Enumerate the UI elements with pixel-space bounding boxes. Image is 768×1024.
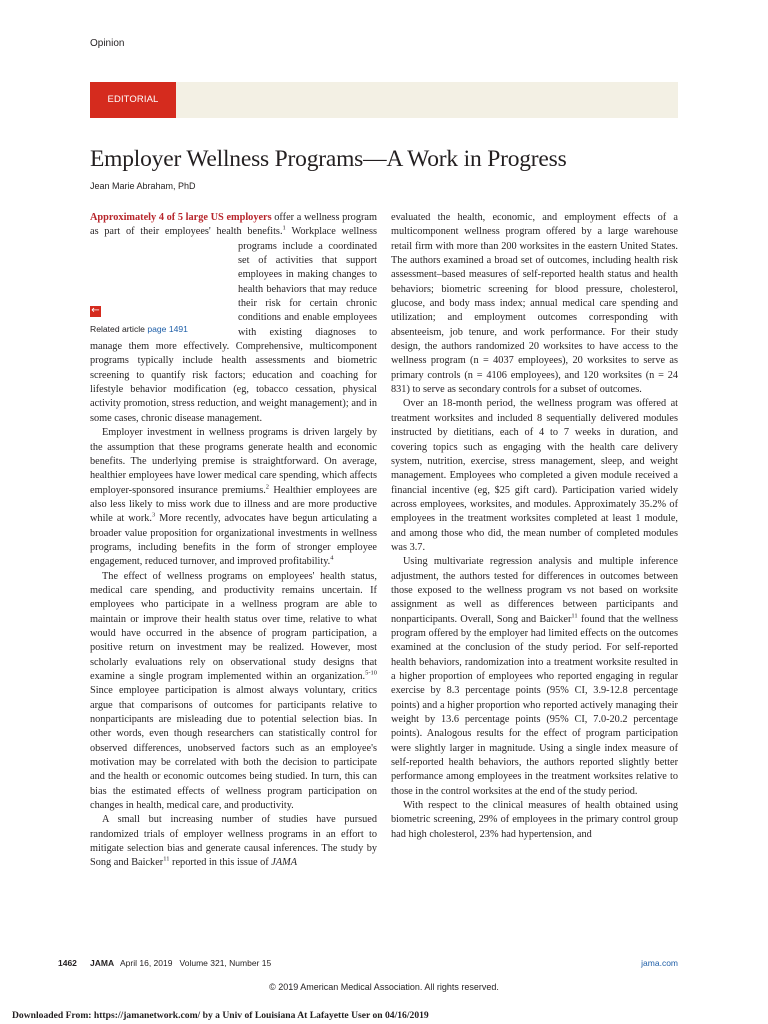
paragraph: [391, 555, 678, 799]
paragraph: [90, 426, 377, 569]
arrow-left-icon[interactable]: ←: [91, 304, 100, 316]
copyright-notice: © 2019 American Medical Association. All rights reserved.: [269, 982, 499, 992]
article-author: Jean Marie Abraham, PhD: [90, 181, 196, 191]
editorial-tag: EDITORIAL: [90, 82, 176, 118]
lead-text: Approximately 4 of 5 large US employers: [90, 212, 272, 223]
paragraph: [90, 211, 377, 426]
related-article-box: [90, 240, 238, 338]
related-label: Related article: [90, 323, 145, 334]
editorial-banner: [90, 82, 678, 118]
text-span: Employer investment in wellness programs is driven largely by the assumption that these programs generate health and economic benefits. The underlying premise is straightforward. On average, healthier employees have lower medical care spending, which affects employer-sponsored insurance premiums.: [90, 427, 377, 496]
related-article-link[interactable]: page 1491: [147, 323, 188, 334]
journal-name: JAMA: [90, 958, 115, 968]
reference-marker[interactable]: 4: [330, 554, 334, 562]
paragraph: With respect to the clinical measures of health obtained using biometric screening, 29% of employees in the primary control group had high cholesterol, 23% had hypertension, and: [391, 800, 678, 840]
text-span: The effect of wellness programs on employees' health status, medical care spending, and productivity remains uncertain. If employees who participate in a wellness program are able to maintain or improve their health status over time, relative to what would have occurred in the absence of program participation, a positive return on investment may be realized. However, most scholarly evaluations rely on observational study designs that examine a single program implemented within an organization.: [90, 570, 377, 682]
paragraph: evaluated the health, economic, and employment effects of a multicomponent wellness program offered by a large warehouse retail firm with more than 200 worksites in the eastern United States. The authors examined a broad set of outcomes, including health risk assessment–based measures of self-reported health status and health behaviors; biometric screening for blood pressure, cholesterol, glucose, and body mass index; annual medical care spending and utilization; and employment outcomes corresponding with absenteeism, job tenure, and work performance. For their study design, the authors randomized 20 worksites to have access to the wellness program (n = 4037 employees), 20 worksites to serve as primary controls (n = 4106 employees), and 120 worksites (n = 24 831) to serve as secondary controls for a subset of outcomes.: [391, 212, 678, 396]
journal-website-link[interactable]: jama.com: [641, 958, 678, 968]
reference-marker[interactable]: 1: [282, 224, 286, 232]
text-span: Since employee participation is almost always voluntary, critics argue that comparisons of outcomes for participants relative to nonparticipants are misleading due to potential selection bias. In other words, even though researchers can statistically control for observed differences, unobserved factors such as an employee's motivation may be correlated with both the decision to participate and the health or economic outcomes being studied. In turn, this can bias the estimated effects of wellness program participation on changes in health, medical care, and productivity.: [90, 685, 377, 812]
left-column: [90, 211, 377, 871]
reference-marker[interactable]: 3: [151, 511, 156, 519]
text-span: Workplace wellness programs include a coordinated set of activities that support employees in making changes to health behaviors that may reduce their risk for certain chronic conditions and enable employees with existing diagnoses to manage them more effectively. Comprehensive, multicomponent programs typically include health assessments and biometric screening to quantify risk factors; education and coaching for lifestyle behavior modification (eg, tobacco cessation, physical activity promotion, stress reduction, and weight management); and in some cases, chronic disease management.: [90, 226, 377, 424]
article-title: Employer Wellness Programs—A Work in Progress: [90, 146, 567, 172]
related-article: [90, 322, 188, 336]
text-span: Using multivariate regression analysis and multiple inference adjustment, the authors tested for differences in outcomes between those exposed to the wellness program vs not based on worksite assignment as well as differences between participants and nonparticipants. Overall, Song and Baicker: [391, 556, 678, 625]
paragraph: Over an 18-month period, the wellness program was offered at treatment worksites and included 8 sequentially delivered modules instructed by dietitians, each of 4 to 7 weeks in duration, and covering topics such as engaging with the health care delivery system, nutrition, exercise, stress management, sleep, and weight management. Employees who completed a given module received a financial incentive (eg, $25 gift card). Participation varied widely across employees, worksites, and modules. Approximately 35.2% of employees in the treatment worksites completed at least 1 module, and among those who did, the mean number of completed modules was 3.7.: [391, 398, 678, 553]
issue-info: April 16, 2019 Volume 321, Number 15: [120, 958, 272, 968]
page-number: 1462: [58, 958, 77, 968]
reference-marker[interactable]: 2: [265, 483, 270, 491]
reference-marker[interactable]: 11: [571, 612, 578, 620]
text-span: A small but increasing number of studies have pursued randomized trials of employer wellness programs in an effort to mitigate selection bias and generate causal inferences. The study by Song and Baicker: [90, 814, 377, 869]
section-label: Opinion: [90, 38, 125, 49]
reference-marker[interactable]: 11: [163, 856, 170, 864]
journal-name: JAMA: [271, 857, 298, 869]
text-span: offer a wellness program as part of their employees' health benefits.: [90, 212, 377, 238]
text-span: reported in this issue of: [169, 857, 272, 869]
paragraph: [90, 570, 377, 814]
download-notice: Downloaded From: https://jamanetwork.com/ by a Univ of Louisiana At Lafayette User on 04/16/2019: [12, 1010, 429, 1021]
text-span: Healthier employees are also less likely to miss work due to illness and are more productive while at work.: [90, 484, 377, 525]
reference-marker[interactable]: 5-10: [365, 669, 377, 677]
paragraph: [90, 813, 377, 870]
right-column: [391, 211, 678, 842]
text-span: More recently, advocates have begun articulating a broader value proposition for organizational investments in wellness programs, including benefits in the form of stronger employee engagement, reduced turnover, and improved profitability.: [90, 513, 377, 568]
text-span: found that the wellness program offered by the employer had limited effects on the outcomes examined at the conclusion of the study period. For self-reported health behaviors, randomization into a treatment worksite resulted in a higher proportion of employees who reported engaging in regular exercise by 8.3 percentage points (95% CI, 3.9-12.8 percentage points) and a higher proportion who reported actively managing their weight by 13.6 percentage points (95% CI, 7.0-20.2 percentage points). Analogous results for the effect of program participation were slightly larger in magnitude. Using a single index measure of self-reported health behaviors, the authors reported slightly better performance among employees in the treatment worksites relative to those in the control worksites at the end of the study period.: [391, 613, 678, 797]
